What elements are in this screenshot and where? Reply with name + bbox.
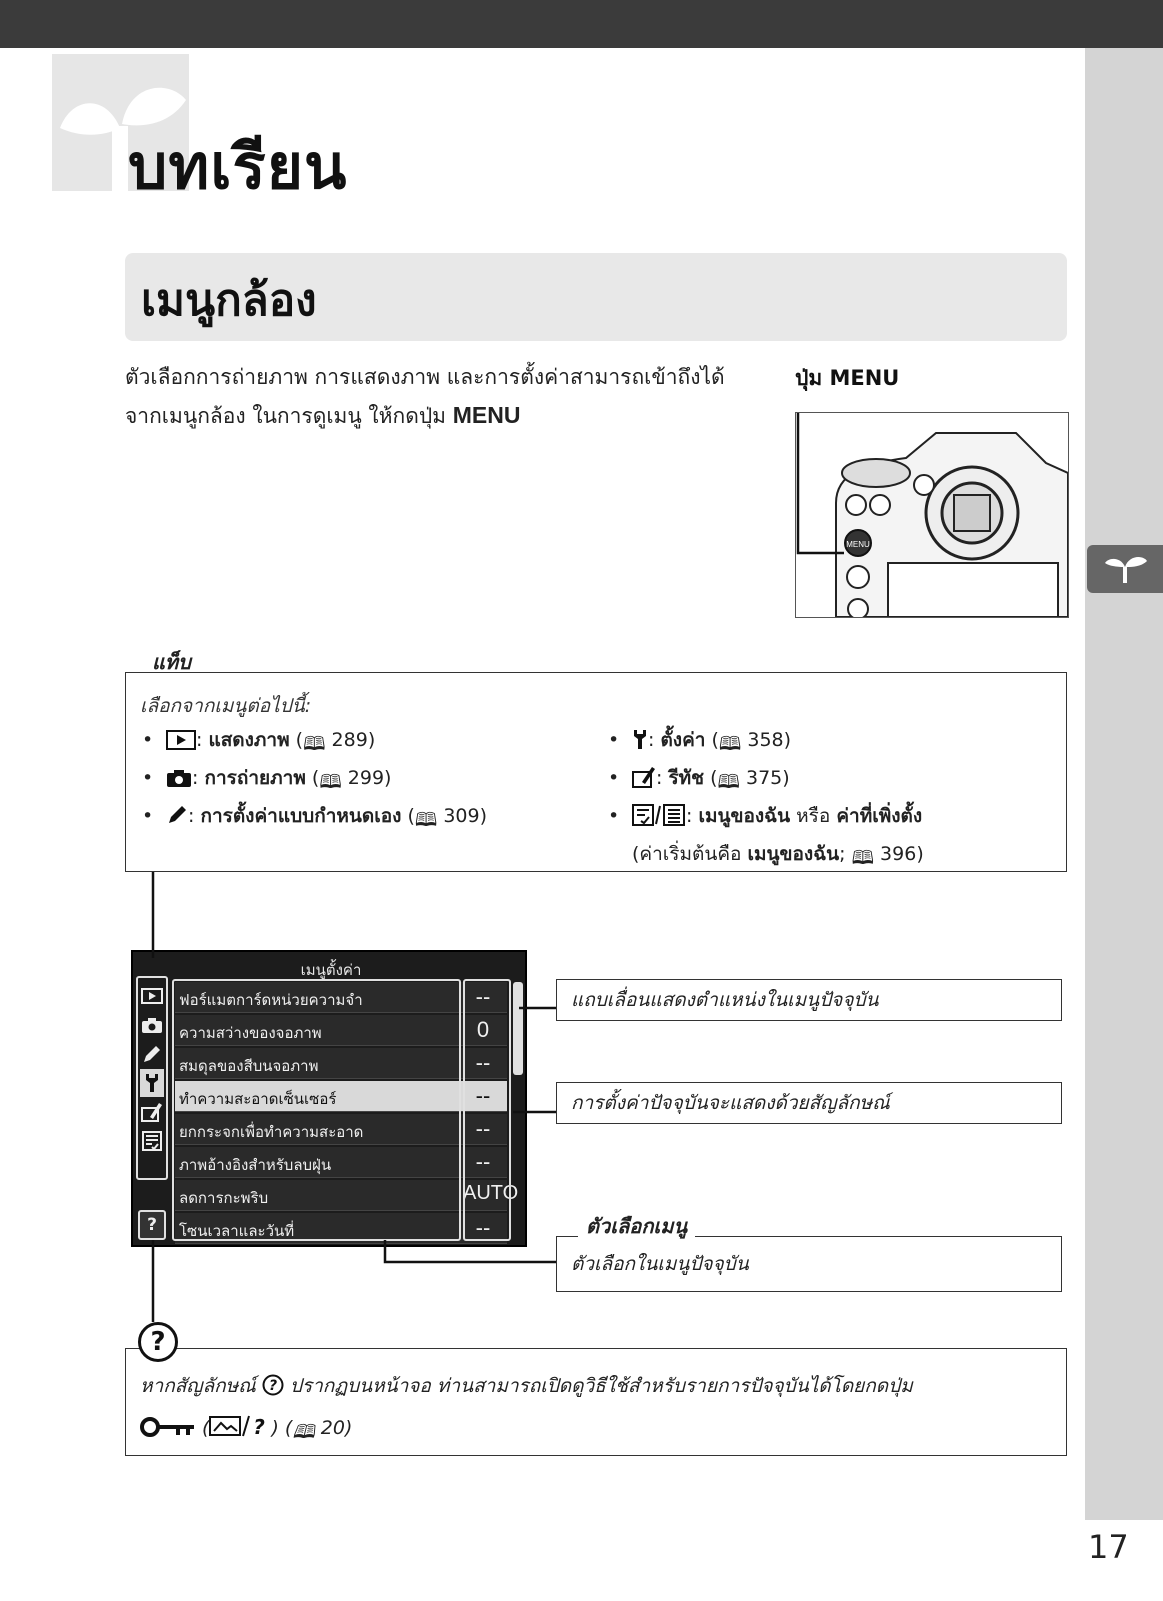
book-icon: 🕮 — [718, 733, 742, 755]
callout-options-title: ตัวเลือกเมนู — [578, 1210, 695, 1242]
tab-name-setup: ตั้งค่า — [660, 729, 706, 751]
list-item-continuation: (ค่าเริ่มต้นคือ เมนูของฉัน; 🕮 396) — [606, 837, 924, 875]
section-title: เมนูกล้อง — [141, 275, 317, 326]
menu-row-label: โซนเวลาและวันที่ — [179, 1222, 295, 1240]
menu-row-label: ความสว่างของจอภาพ — [179, 1024, 322, 1042]
help-symbol-badge: ? — [138, 1322, 178, 1362]
intro-line-1: ตัวเลือกการถ่ายภาพ การแสดงภาพ และการตั้งค่าสามารถเข้าถึงได้ — [125, 365, 725, 389]
book-icon: 🕮 — [851, 847, 874, 869]
list-item: • : การตั้งค่าแบบกำหนดเอง (🕮 309) — [140, 799, 487, 837]
callout-current-setting: การตั้งค่าปัจจุบันจะแสดงด้วยสัญลักษณ์ — [556, 1082, 1062, 1124]
book-icon: 🕮 — [303, 733, 326, 755]
list-item: • : ตั้งค่า (🕮 358) — [606, 723, 924, 761]
page-ref: 299 — [347, 767, 385, 789]
menu-row-value: AUTO — [463, 1182, 519, 1204]
page-ref: 375 — [745, 767, 783, 789]
callout-menu-options: ตัวเลือกในเมนูปัจจุบัน — [556, 1236, 1062, 1292]
svg-text:MENU: MENU — [846, 540, 870, 549]
tab-name-custom: การตั้งค่าแบบกำหนดเอง — [200, 805, 402, 827]
tab-name-shooting: การถ่ายภาพ — [204, 767, 306, 789]
help-box — [125, 1348, 1067, 1456]
image-help-icon — [209, 1413, 271, 1451]
svg-text:?: ? — [268, 1378, 277, 1394]
page-ref: 358 — [747, 729, 784, 751]
screen-title: เมนูตั้งค่า — [300, 961, 362, 979]
page-number: 17 — [1088, 1528, 1129, 1566]
book-icon: 🕮 — [319, 771, 342, 793]
menu-row-value: 0 — [476, 1017, 490, 1042]
book-icon: 🕮 — [717, 771, 740, 793]
menu-row-label: ยกกระจกเพื่อทำความสะอาด — [179, 1123, 364, 1141]
tab-name-recent-settings: ค่าที่เพิ่งตั้ง — [836, 805, 923, 827]
book-icon: 🕮 — [414, 809, 438, 831]
intro-line-2-text: จากเมนูกล้อง ในการดูเมนู ให้กดปุ่ม — [125, 404, 447, 428]
help-indicator[interactable]: ? — [138, 1210, 166, 1240]
help-circle-icon — [262, 1371, 284, 1409]
tab-name-retouch: รีทัช — [668, 767, 705, 789]
menu-row-value: -- — [475, 1149, 491, 1174]
page-ref: 309 — [443, 805, 480, 827]
menu-row-label: ทำความสะอาดเซ็นเซอร์ — [179, 1090, 337, 1108]
menu-row-label: ฟอร์แมตการ์ดหน่วยความจำ — [179, 991, 363, 1009]
help-text: หากสัญลักษณ์ ? ปรากฏบนหน้าจอ ท่านสามารถเปิดดูวิธีใช้สำหรับรายการปัจจุบันได้โดยกดปุ่ม ( ? ) (🕮 20) — [140, 1367, 1050, 1451]
tips-title: แท็บ — [152, 650, 191, 674]
menu-row-value: -- — [475, 1215, 491, 1240]
chapter-title: บทเรียน — [128, 130, 348, 203]
svg-text:?: ? — [253, 1415, 266, 1438]
default-prefix: (ค่าเริ่มต้นคือ — [632, 843, 742, 865]
menu-row-value: -- — [475, 1083, 491, 1108]
page-ref: 289 — [331, 729, 368, 751]
help-text-part1: หากสัญลักษณ์ — [140, 1375, 256, 1397]
key-icon — [140, 1413, 196, 1451]
or-word: หรือ — [796, 805, 831, 827]
menu-row-label: ลดการกะพริบ — [179, 1189, 269, 1207]
menu-row-label: ภาพอ้างอิงสำหรับลบฝุ่น — [179, 1156, 332, 1174]
callout-scrollbar: แถบเลื่อนแสดงตำแหน่งในเมนูปัจจุบัน — [556, 979, 1062, 1021]
book-icon: 🕮 — [292, 1421, 315, 1443]
default-name: เมนูของฉัน — [747, 843, 840, 865]
menu-button-word: MENU — [452, 402, 521, 428]
page-ref: 20 — [320, 1417, 345, 1439]
menu-button-caption: ปุ่ม MENU — [795, 366, 900, 390]
list-item: • : รีทัช (🕮 375) — [606, 761, 924, 799]
tab-name-my-menu: เมนูของฉัน — [698, 805, 791, 827]
menu-row-value: -- — [475, 984, 491, 1009]
menu-row-value: -- — [475, 1116, 491, 1141]
tab-name-playback: แสดงภาพ — [208, 729, 290, 751]
tips-intro: เลือกจากเมนูต่อไปนี้: — [140, 695, 312, 717]
list-item: • : เมนูของฉัน หรือ ค่าที่เพิ่งตั้ง — [606, 799, 924, 837]
menu-row-value: -- — [475, 1050, 491, 1075]
help-text-part2: ปรากฏบนหน้าจอ ท่านสามารถเปิดดูวิธีใช้สำหรับรายการปัจจุบันได้โดยกดปุ่ม — [289, 1375, 913, 1397]
page-ref: 396 — [880, 843, 917, 865]
list-item: • : แสดงภาพ (🕮 289) — [140, 723, 487, 761]
menu-row-label: สมดุลของสีบนจอภาพ — [179, 1057, 319, 1075]
list-item: • : การถ่ายภาพ (🕮 299) — [140, 761, 487, 799]
